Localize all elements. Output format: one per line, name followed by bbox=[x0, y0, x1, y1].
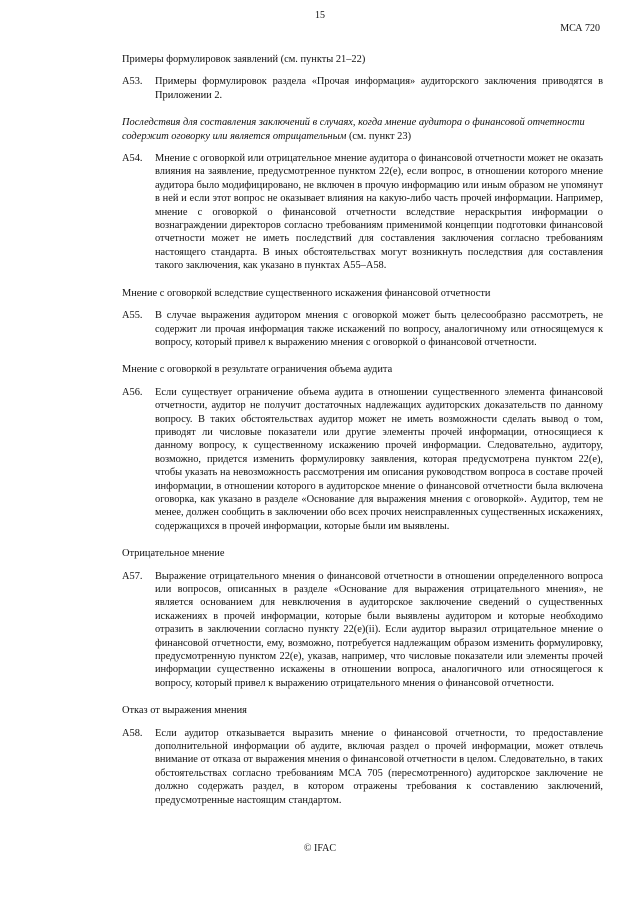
paragraph-a54 bbox=[122, 152, 603, 273]
footer-copyright: © IFAC bbox=[303, 843, 337, 854]
paragraph-number: A56. bbox=[122, 386, 143, 398]
section-heading-qualified-misstatement: Мнение с оговоркой вследствие существенного искажения финансовой отчетности bbox=[122, 287, 491, 299]
section-heading-adverse: Отрицательное мнение bbox=[122, 548, 225, 560]
heading-reference: (см. пункт 23) bbox=[346, 130, 412, 142]
paragraph-text: В случае выражения аудитором мнения с оговоркой может быть целесообразно рассмотреть, не содержит ли прочая информация также искажений по вопросу, аналогичному или относящемуся к вопросу, который привел к выражению мнения с оговоркой о финансовой отчетности. bbox=[155, 310, 603, 348]
paragraph-number: A53. bbox=[122, 76, 143, 88]
page-content bbox=[122, 53, 603, 817]
paragraph-text: Если существует ограничение объема аудита в отношении существенного элемента финансовой отчетности, аудитор не получит достаточных надлежащих аудиторских доказательств по данному вопросу. В таких обстоятельствах аудитор может не иметь возможности сделать вывод о том, приводят ли числовые показатели или другие элементы прочей информации, относящиеся к данному вопросу, к существенному искажению прочей информации. Следовательно, аудитору, возможно, придется изменить формулировку заявления, которая предусмотрена пунктом 22(e), чтобы указать на невозможность рассмотрения им описания руководством вопроса в составе прочей информации, в отношении которого в аудиторское мнение о финансовой отчетности была включена оговорка, как указано в разделе «Основание для выражения мнения с оговоркой». Аудитор, тем не менее, должен сообщить в заключении обо всех прочих неисправленных существенных искажениях, содержащихся в прочей информации, которые были им выявлены. bbox=[155, 386, 603, 532]
paragraph-number: A54. bbox=[122, 153, 143, 165]
section-heading-qualified-scope: Мнение с оговоркой в результате ограничения объема аудита bbox=[122, 364, 393, 376]
document-code: МСА 720 bbox=[560, 23, 600, 34]
paragraph-number: A55. bbox=[122, 310, 143, 322]
section-heading-disclaimer: Отказ от выражения мнения bbox=[122, 705, 247, 717]
paragraph-a55 bbox=[122, 309, 603, 349]
paragraph-text: Примеры формулировок раздела «Прочая информация» аудиторского заключения приводятся в Приложении 2. bbox=[155, 76, 603, 101]
heading-italic-text: Последствия для составления заключений в случаях, когда мнение аудитора о финансовой отчетности содержит оговорку или является отрицательным bbox=[122, 117, 585, 142]
paragraph-number: A58. bbox=[122, 727, 143, 739]
page-number: 15 bbox=[315, 10, 325, 21]
paragraph-a57 bbox=[122, 570, 603, 691]
paragraph-text: Мнение с оговоркой или отрицательное мнение аудитора о финансовой отчетности может не оказать влияния на заявление, предусмотренное пунктом 22(e), если вопрос, в отношении которого мнение аудитора было модифицировано, не включен в прочую информацию или иным образом не упомянут в ней и если этот вопрос не оказывает влияния на какую-либо часть прочей информации. Например, мнение с оговоркой о финансовой отчетности вследствие нераскрытия информации о вознаграждении директоров согласно требованиям применимой концепции подготовки финансовой отчетности может не иметь последствий для составления заключения согласно требованиям настоящего стандарта. В иных обстоятельствах могут возникнуть последствия для составления такого заключения, как указано в пунктах A55–A58. bbox=[155, 153, 603, 272]
section-heading-consequences bbox=[122, 116, 603, 143]
paragraph-text: Выражение отрицательного мнения о финансовой отчетности в отношении определенного вопроса или вопросов, описанных в разделе «Основание для выражения отрицательного мнения», не является основанием для невключения в аудиторское заключение сведений о существенных искажениях в прочей информации, которые были выявлены аудитором и которые необходимо отразить в заключении согласно пункту 22(e)(ii). Если аудитор выразил отрицательное мнение о финансовой отчетности, ему, возможно, потребуется надлежащим образом изменить формулировку, предусмотренную пунктом 22(e), указав, например, что числовые показатели или элементы прочей информации существенно искажены в отношении вопроса, аналогичного или относящегося к вопросу, который привел к выражению отрицательного мнения о финансовой отчетности. bbox=[155, 570, 603, 689]
paragraph-a58 bbox=[122, 727, 603, 807]
paragraph-number: A57. bbox=[122, 570, 143, 582]
section-heading-examples: Примеры формулировок заявлений (см. пункты 21–22) bbox=[122, 54, 366, 65]
paragraph-text: Если аудитор отказывается выразить мнение о финансовой отчетности, то предоставление дополнительной информации об аудите, включая раздел о прочей информации, может отвлечь внимание от отказа от выражения мнения о финансовой отчетности в целом. Следовательно, в таких обстоятельствах согласно требованиям МСА 705 (пересмотренного) аудиторское заключение не должно содержать раздел, в котором отражены требования к составлению заключений, предусмотренные настоящим стандартом. bbox=[155, 727, 603, 806]
paragraph-a53 bbox=[122, 75, 603, 102]
paragraph-a56 bbox=[122, 386, 603, 533]
